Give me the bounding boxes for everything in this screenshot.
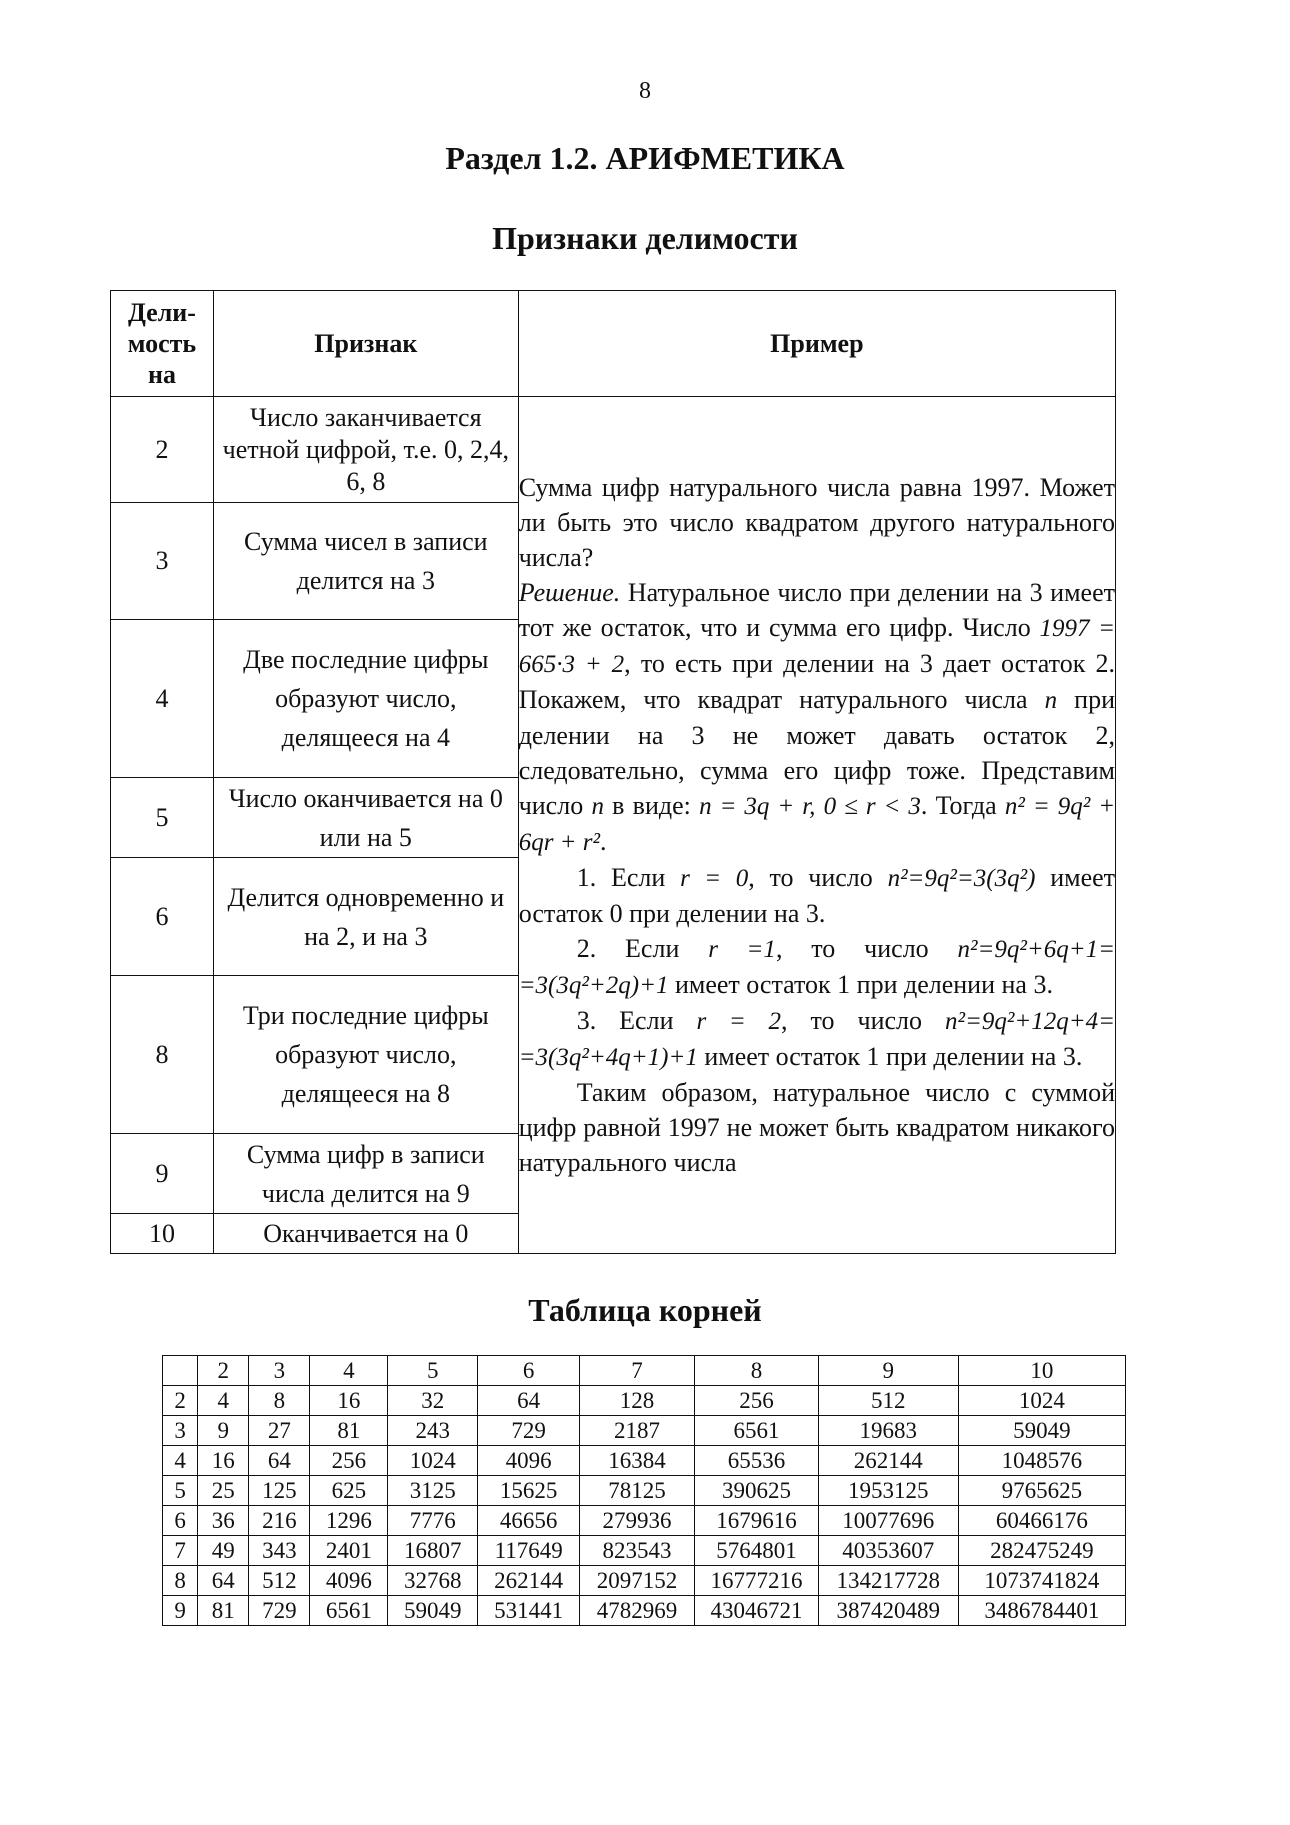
roots-row	[163, 1356, 1126, 1386]
case2-text-a: 2. Если	[576, 934, 680, 963]
roots-row	[163, 1416, 1126, 1446]
roots-cell: 64	[198, 1566, 249, 1596]
roots-cell: 262144	[478, 1566, 580, 1596]
solution-text-b: , то есть при делении на 3 дает остаток 2. Покажем, что квадрат натурального числа	[518, 649, 1115, 714]
roots-cell: 59049	[958, 1416, 1125, 1446]
roots-cell: 16384	[580, 1446, 695, 1476]
roots-cell: 1679616	[694, 1506, 818, 1536]
roots-cell: 282475249	[958, 1536, 1125, 1566]
example-problem: Сумма цифр натурального числа равна 1997. Может ли быть это число квадратом другого натурального числа?	[518, 473, 1115, 572]
divisor-cell: 5	[111, 778, 214, 858]
roots-cell: 1024	[958, 1386, 1125, 1416]
roots-cell: 16807	[388, 1536, 478, 1566]
eq-square: n² = 9q² + 6qr + r²	[518, 793, 1116, 856]
roots-row	[163, 1386, 1126, 1416]
sign-cell: Делится одновременно и на 2, и на 3	[213, 858, 518, 976]
case3-condition: r = 2	[696, 1008, 782, 1035]
roots-cell: 4096	[478, 1446, 580, 1476]
divisor-cell: 2	[111, 397, 214, 503]
roots-cell: 3	[249, 1356, 310, 1386]
roots-cell: 3486784401	[958, 1596, 1125, 1626]
roots-cell: 6561	[694, 1416, 818, 1446]
solution-text-d: в виде:	[612, 791, 691, 820]
roots-cell: 64	[478, 1386, 580, 1416]
roots-cell: 512	[818, 1386, 958, 1416]
table-row	[111, 397, 1116, 503]
divisibility-table	[110, 290, 1116, 1254]
header-divisibility: Дели-мость на	[111, 291, 214, 397]
roots-cell: 19683	[818, 1416, 958, 1446]
case1-text-a: 1. Если	[576, 863, 666, 892]
roots-row-label: 7	[163, 1536, 198, 1566]
roots-cell: 16777216	[694, 1566, 818, 1596]
case3-equation: n²=9q²+12q+4= =3(3q²+4q+1)+1	[518, 1008, 1116, 1071]
eq-1997: 1997 = 665·3 + 2	[518, 615, 1116, 678]
roots-cell: 243	[388, 1416, 478, 1446]
case1-text-b: , то число	[748, 863, 873, 892]
roots-cell: 81	[198, 1596, 249, 1626]
roots-cell: 3125	[388, 1476, 478, 1506]
solution-text-c: при делении на 3 не может давать остаток 2, следовательно, сумма его цифр тоже. Представим число	[518, 685, 1115, 820]
roots-cell: 1073741824	[958, 1566, 1125, 1596]
var-n-2: n	[591, 793, 604, 820]
case1-equation: n²=9q²=3(3q²)	[887, 865, 1036, 892]
roots-row	[163, 1506, 1126, 1536]
section-title: Раздел 1.2. АРИФМЕТИКА	[445, 140, 845, 176]
sign-cell: Число заканчивается четной цифрой, т.е. 0, 2,4, 6, 8	[213, 397, 518, 503]
divisor-cell: 10	[111, 1214, 214, 1254]
sign-cell: Число оканчивается на 0 или на 5	[213, 778, 518, 858]
roots-table	[162, 1355, 1126, 1626]
roots-cell: 2401	[310, 1536, 388, 1566]
roots-cell: 823543	[580, 1536, 695, 1566]
roots-row-label: 9	[163, 1596, 198, 1626]
roots-cell: 2	[198, 1356, 249, 1386]
roots-row	[163, 1566, 1126, 1596]
roots-cell: 78125	[580, 1476, 695, 1506]
roots-row-label: 2	[163, 1386, 198, 1416]
roots-cell: 59049	[388, 1596, 478, 1626]
roots-cell: 125	[249, 1476, 310, 1506]
roots-row	[163, 1476, 1126, 1506]
roots-row-label: 6	[163, 1506, 198, 1536]
roots-cell: 9765625	[958, 1476, 1125, 1506]
roots-cell: 531441	[478, 1596, 580, 1626]
roots-cell: 1048576	[958, 1446, 1125, 1476]
case2-text-b: , то число	[775, 934, 929, 963]
roots-cell: 8	[249, 1386, 310, 1416]
roots-cell: 262144	[818, 1446, 958, 1476]
solution-label: Решение.	[518, 578, 621, 607]
case3-text-c: имеет остаток 1 при делении на 3.	[704, 1042, 1083, 1071]
case2-equation: n²=9q²+6q+1= =3(3q²+2q)+1	[518, 936, 1116, 999]
roots-cell: 343	[249, 1536, 310, 1566]
roots-cell: 60466176	[958, 1506, 1125, 1536]
roots-cell: 6561	[310, 1596, 388, 1626]
roots-cell: 16	[310, 1386, 388, 1416]
roots-cell: 10	[958, 1356, 1125, 1386]
case-3	[519, 1003, 1115, 1075]
roots-cell: 46656	[478, 1506, 580, 1536]
roots-row-label: 8	[163, 1566, 198, 1596]
roots-cell: 32	[388, 1386, 478, 1416]
example-conclusion: Таким образом, натуральное число с суммой цифр равной 1997 не может быть квадратом никакого натурального числа	[518, 1078, 1115, 1177]
roots-cell: 729	[478, 1416, 580, 1446]
header-sign: Признак	[213, 291, 518, 397]
roots-cell: 40353607	[818, 1536, 958, 1566]
case-1	[519, 860, 1115, 931]
roots-cell: 4782969	[580, 1596, 695, 1626]
roots-cell: 4	[310, 1356, 388, 1386]
roots-cell: 512	[249, 1566, 310, 1596]
table-header-row	[111, 291, 1116, 397]
roots-cell: 4	[198, 1386, 249, 1416]
case2-text-c: имеет остаток 1 при делении на 3.	[674, 970, 1053, 999]
roots-cell: 1953125	[818, 1476, 958, 1506]
roots-cell: 36	[198, 1506, 249, 1536]
divisor-cell: 8	[111, 976, 214, 1134]
page-number: 8	[639, 78, 651, 104]
roots-cell: 7776	[388, 1506, 478, 1536]
roots-cell: 6	[478, 1356, 580, 1386]
roots-title: Таблица корней	[528, 1292, 762, 1328]
roots-cell: 2097152	[580, 1566, 695, 1596]
roots-cell: 2187	[580, 1416, 695, 1446]
roots-cell: 9	[818, 1356, 958, 1386]
roots-cell: 1296	[310, 1506, 388, 1536]
roots-cell: 256	[694, 1386, 818, 1416]
roots-cell: 65536	[694, 1446, 818, 1476]
divisor-cell: 4	[111, 620, 214, 778]
sign-cell: Сумма чисел в записи делится на 3	[213, 503, 518, 620]
roots-cell: 49	[198, 1536, 249, 1566]
divisor-cell: 6	[111, 858, 214, 976]
case-2	[519, 931, 1115, 1003]
roots-cell: 8	[694, 1356, 818, 1386]
divisor-cell: 9	[111, 1134, 214, 1214]
sign-cell: Сумма цифр в записи числа делится на 9	[213, 1134, 518, 1214]
roots-row	[163, 1536, 1126, 1566]
roots-row-label: 3	[163, 1416, 198, 1446]
roots-cell: 279936	[580, 1506, 695, 1536]
header-example: Пример	[518, 291, 1115, 397]
roots-cell: 216	[249, 1506, 310, 1536]
roots-cell: 5	[388, 1356, 478, 1386]
roots-row	[163, 1596, 1126, 1626]
roots-cell: 15625	[478, 1476, 580, 1506]
roots-cell: 64	[249, 1446, 310, 1476]
divisibility-title: Признаки делимости	[492, 220, 798, 256]
roots-cell: 256	[310, 1446, 388, 1476]
roots-row-label: 5	[163, 1476, 198, 1506]
solution-text-a: Натуральное число при делении на 3 имеет тот же остаток, что и сумма его цифр. Число	[518, 578, 1115, 642]
roots-cell: 9	[198, 1416, 249, 1446]
roots-cell: 729	[249, 1596, 310, 1626]
roots-cell: 25	[198, 1476, 249, 1506]
roots-row-label: 4	[163, 1446, 198, 1476]
roots-cell: 134217728	[818, 1566, 958, 1596]
roots-cell: 81	[310, 1416, 388, 1446]
roots-cell: 4096	[310, 1566, 388, 1596]
roots-row	[163, 1446, 1126, 1476]
example-solution: Решение. Натуральное число при делении на 3 имеет тот же остаток, что и сумма его цифр. Число 1997 = 665·3 + 2, то есть при делении на 3 дает остаток 2. Покажем, что квадрат натурального числа n при делении на 3 не может давать остаток 2, следовательно, сумма его цифр тоже. Представим число n в виде: n = 3q + r, 0 ≤ r < 3. Тогда n² = 9q² + 6qr + r².	[518, 578, 1116, 856]
roots-cell: 117649	[478, 1536, 580, 1566]
roots-cell: 387420489	[818, 1596, 958, 1626]
example-cell	[518, 397, 1115, 1254]
case2-condition: r =1	[708, 936, 776, 963]
roots-cell: 32768	[388, 1566, 478, 1596]
solution-text-e: . Тогда	[920, 791, 997, 820]
roots-cell: 390625	[694, 1476, 818, 1506]
roots-cell: 7	[580, 1356, 695, 1386]
sign-cell: Оканчивается на 0	[213, 1214, 518, 1254]
eq-range: 0 ≤ r < 3	[823, 793, 921, 820]
roots-cell: 16	[198, 1446, 249, 1476]
roots-cell: 27	[249, 1416, 310, 1446]
case1-condition: r = 0	[680, 865, 749, 892]
sign-cell: Две последние цифры образуют число, делящееся на 4	[213, 620, 518, 778]
roots-row-label	[163, 1356, 198, 1386]
var-n: n	[1044, 687, 1058, 714]
roots-cell: 625	[310, 1476, 388, 1506]
roots-cell: 10077696	[818, 1506, 958, 1536]
case1-text-c: имеет остаток 0 при делении на 3.	[518, 863, 1116, 928]
roots-cell: 43046721	[694, 1596, 818, 1626]
roots-cell: 5764801	[694, 1536, 818, 1566]
divisor-cell: 3	[111, 503, 214, 620]
roots-cell: 1024	[388, 1446, 478, 1476]
case3-text-b: , то число	[781, 1006, 923, 1035]
sign-cell: Три последние цифры образуют число, делящееся на 8	[213, 976, 518, 1134]
roots-cell: 128	[580, 1386, 695, 1416]
case3-text-a: 3. Если	[576, 1006, 674, 1035]
eq-representation: n = 3q + r,	[699, 793, 816, 820]
